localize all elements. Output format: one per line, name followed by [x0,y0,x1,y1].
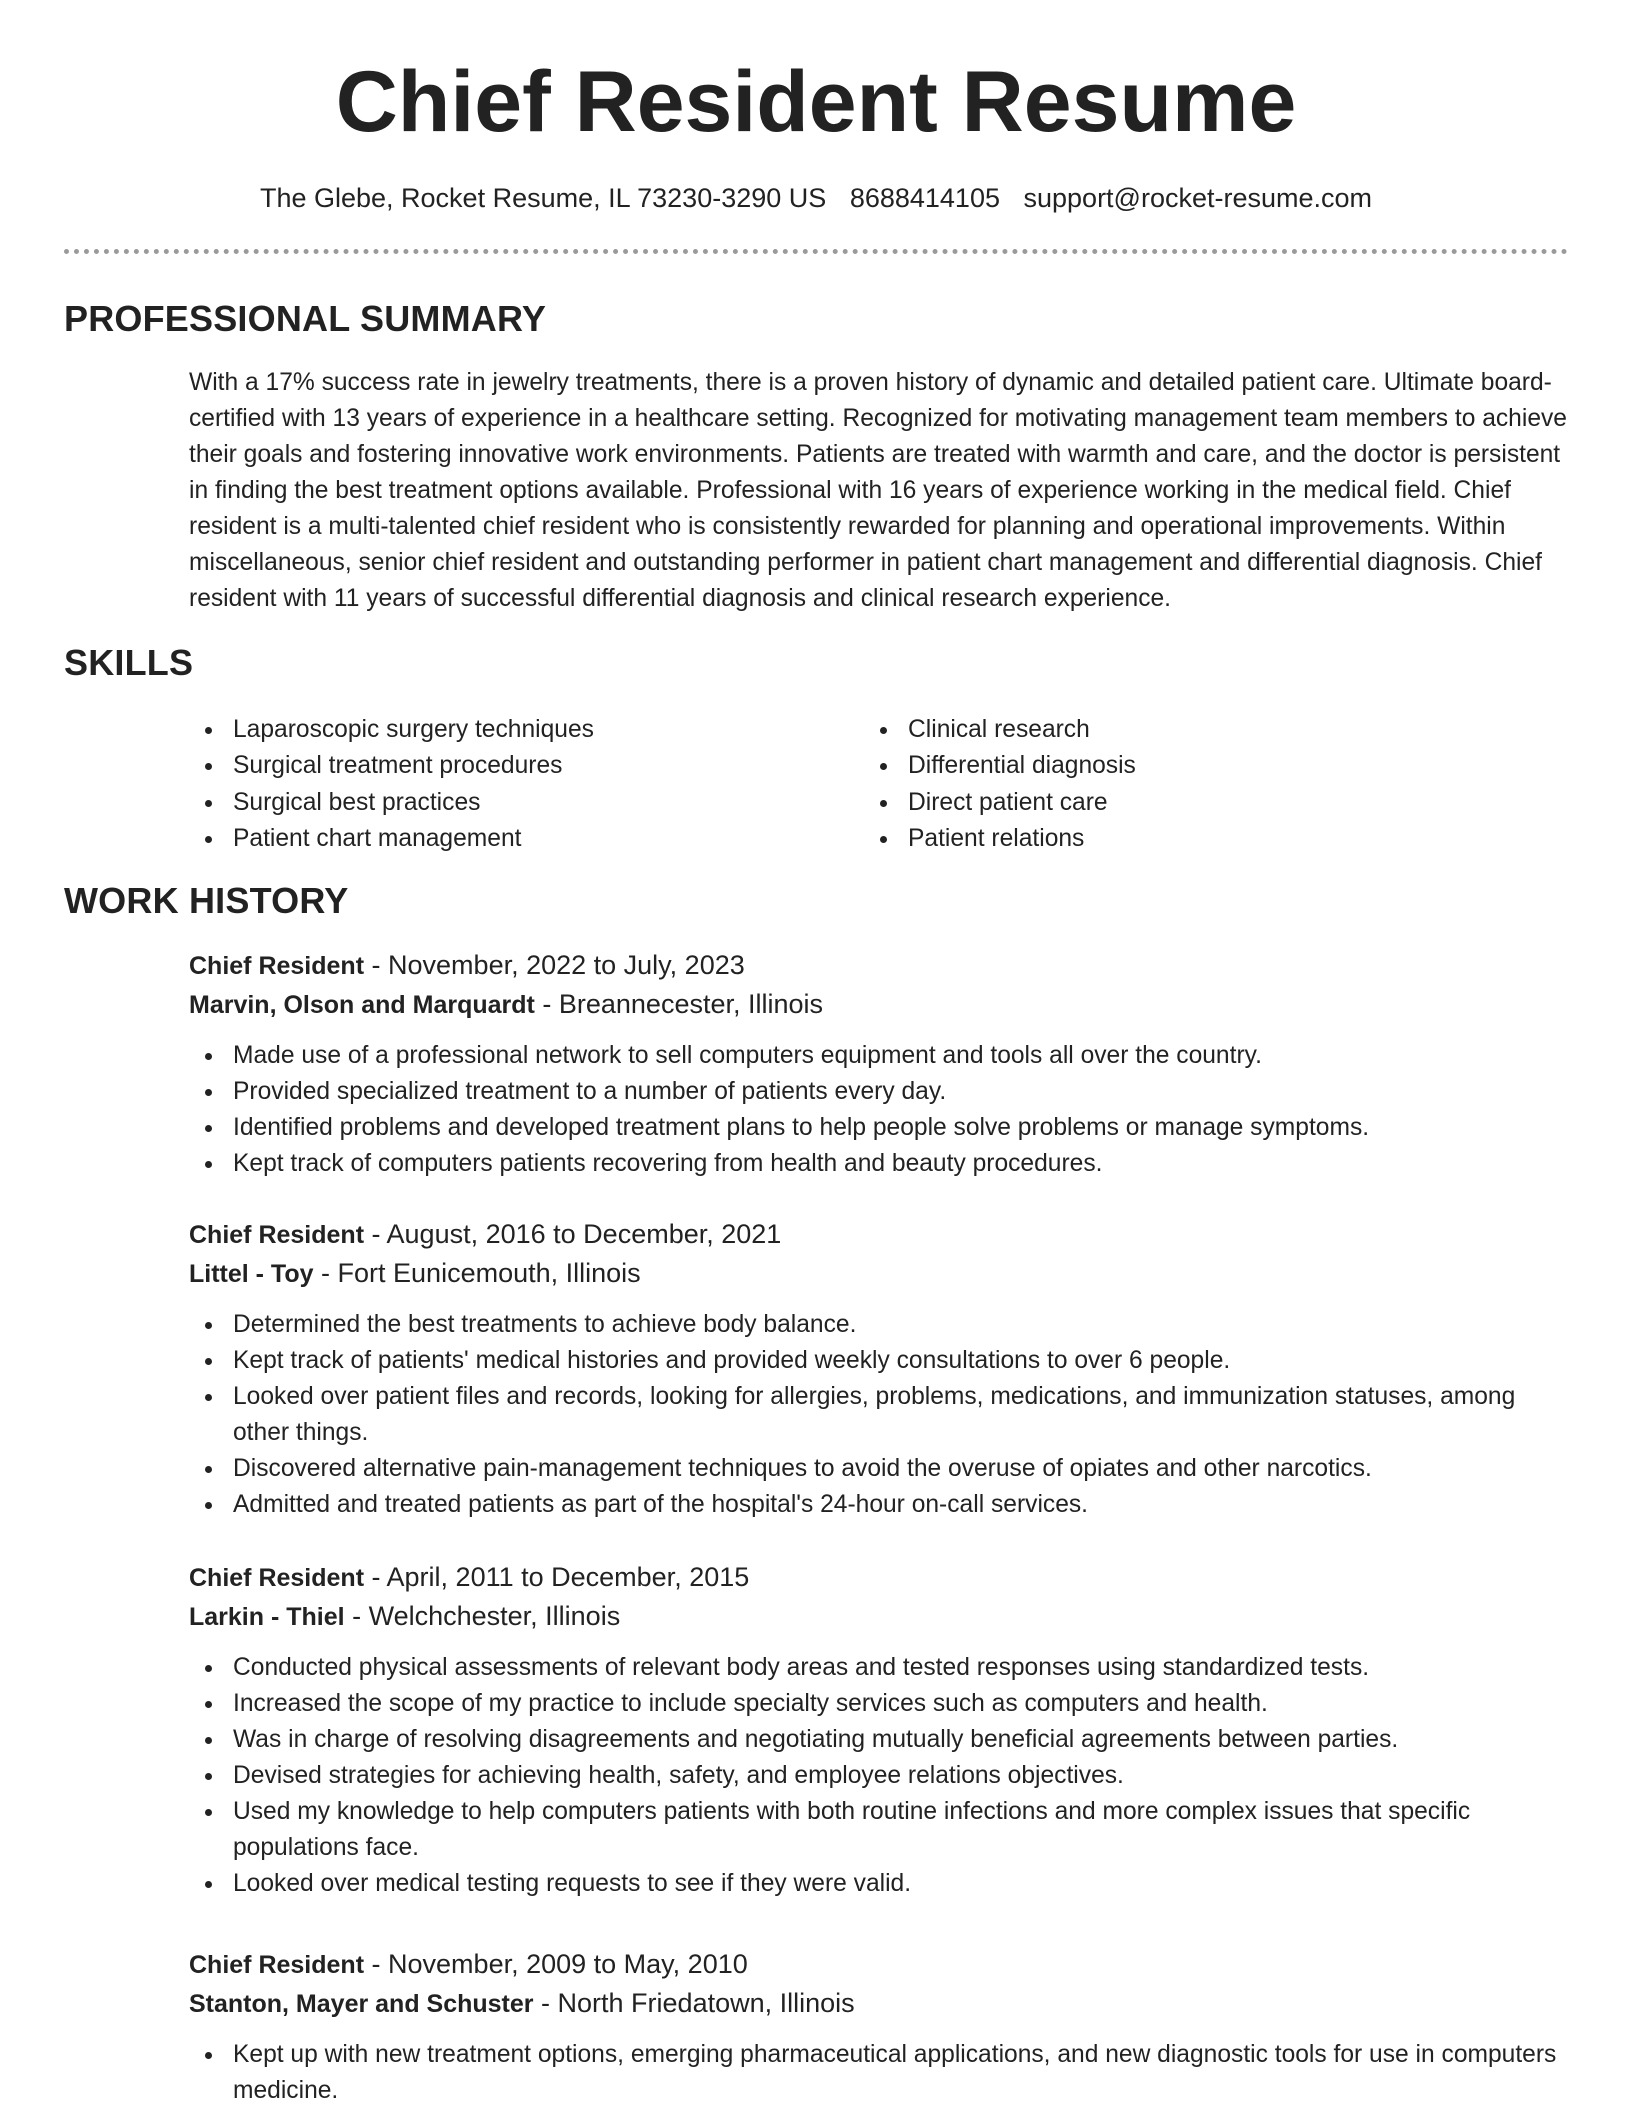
header-divider [64,249,1568,254]
job-bullet: Identified problems and developed treatment plans to help people solve problems or manage symptoms. [189,1110,1568,1146]
job-entry [189,1215,1568,1523]
job-location: - Fort Eunicemouth, Illinois [313,1258,641,1288]
job-title: Chief Resident [189,1951,365,1979]
job-company: Stanton, Mayer and Schuster [189,1990,534,2018]
contact-info [0,180,1632,216]
skills-list-left [189,712,849,857]
summary-heading: PROFESSIONAL SUMMARY [64,298,547,339]
job-company: Marvin, Olson and Marquardt [189,991,535,1019]
skill-item: Laparoscopic surgery techniques [189,712,849,748]
job-location: - Welchchester, Illinois [344,1601,621,1631]
contact-address: The Glebe, Rocket Resume, IL 73230-3290 US [259,183,827,213]
skill-item: Clinical research [864,712,1524,748]
skill-item: Patient chart management [189,821,849,857]
job-title: Chief Resident [189,952,365,980]
job-dates: - November, 2022 to July, 2023 [364,950,745,980]
job-bullet: Conducted physical assessments of relevant body areas and tested responses using standardized tests. [189,1650,1568,1686]
job-bullets [189,2037,1568,2109]
skill-item: Patient relations [864,821,1524,857]
job-bullet: Admitted and treated patients as part of the hospital's 24-hour on-call services. [189,1487,1568,1523]
job-bullet: Looked over patient files and records, looking for allergies, problems, medications, and immunization statuses, among other things. [189,1379,1568,1451]
job-bullet: Determined the best treatments to achieve body balance. [189,1307,1568,1343]
job-bullet: Made use of a professional network to sell computers equipment and tools all over the country. [189,1038,1568,1074]
skill-item: Direct patient care [864,785,1524,821]
skills-heading: SKILLS [64,642,194,683]
job-bullet: Kept track of computers patients recovering from health and beauty procedures. [189,1146,1568,1182]
job-bullet: Was in charge of resolving disagreements and negotiating mutually beneficial agreements between parties. [189,1722,1568,1758]
job-bullet: Looked over medical testing requests to see if they were valid. [189,1866,1568,1902]
skill-item: Surgical treatment procedures [189,748,849,784]
work-history-heading: WORK HISTORY [64,880,349,921]
job-title: Chief Resident [189,1564,365,1592]
job-company: Larkin - Thiel [189,1603,345,1631]
resume-title: Chief Resident Resume [335,54,1297,150]
skill-item: Surgical best practices [189,785,849,821]
job-title-line [189,946,1568,985]
job-title-line [189,1558,1568,1597]
job-bullet: Increased the scope of my practice to include specialty services such as computers and health. [189,1686,1568,1722]
job-bullets [189,1038,1568,1182]
job-title: Chief Resident [189,1221,365,1249]
skill-item: Differential diagnosis [864,748,1524,784]
job-title-line [189,1215,1568,1254]
job-title-line [189,1945,1568,1984]
contact-phone: 8688414105 [849,183,1000,213]
job-company: Littel - Toy [189,1260,314,1288]
job-entry [189,946,1568,1182]
job-location: - North Friedatown, Illinois [533,1988,855,2018]
contact-email[interactable]: support@rocket-resume.com [1023,183,1373,213]
job-dates: - August, 2016 to December, 2021 [364,1219,782,1249]
job-bullets [189,1307,1568,1523]
job-company-line [189,1597,1568,1636]
job-bullet: Devised strategies for achieving health, safety, and employee relations objectives. [189,1758,1568,1794]
job-bullet: Kept track of patients' medical histories and provided weekly consultations to over 6 people. [189,1343,1568,1379]
job-dates: - April, 2011 to December, 2015 [364,1562,750,1592]
job-company-line [189,1984,1568,2023]
job-entry [189,1945,1568,2109]
summary-text: With a 17% success rate in jewelry treatments, there is a proven history of dynamic and detailed patient care. Ultimate board-certified with 13 years of experience in a healthcare setting. Recognized for motivating management team members to achieve their goals and fostering innovative work environments. Patients are treated with warmth and care, and the doctor is persistent in finding the best treatment options available. Professional with 16 years of experience working in the medical field. Chief resident is a multi-talented chief resident who is consistently rewarded for planning and operational improvements. Within miscellaneous, senior chief resident and outstanding performer in patient chart management and differential diagnosis. Chief resident with 11 years of successful differential diagnosis and clinical research experience. [189,369,1567,612]
job-bullet: Provided specialized treatment to a number of patients every day. [189,1074,1568,1110]
job-bullet: Used my knowledge to help computers patients with both routine infections and more complex issues that specific populations face. [189,1794,1568,1866]
job-bullets [189,1650,1568,1902]
job-dates: - November, 2009 to May, 2010 [364,1949,748,1979]
job-bullet: Discovered alternative pain-management techniques to avoid the overuse of opiates and other narcotics. [189,1451,1568,1487]
job-location: - Breannecester, Illinois [534,989,824,1019]
job-company-line [189,1254,1568,1293]
job-bullet: Kept up with new treatment options, emerging pharmaceutical applications, and new diagnostic tools for use in computers medicine. [189,2037,1568,2109]
skills-list-right [864,712,1524,857]
job-entry [189,1558,1568,1902]
job-company-line [189,985,1568,1024]
